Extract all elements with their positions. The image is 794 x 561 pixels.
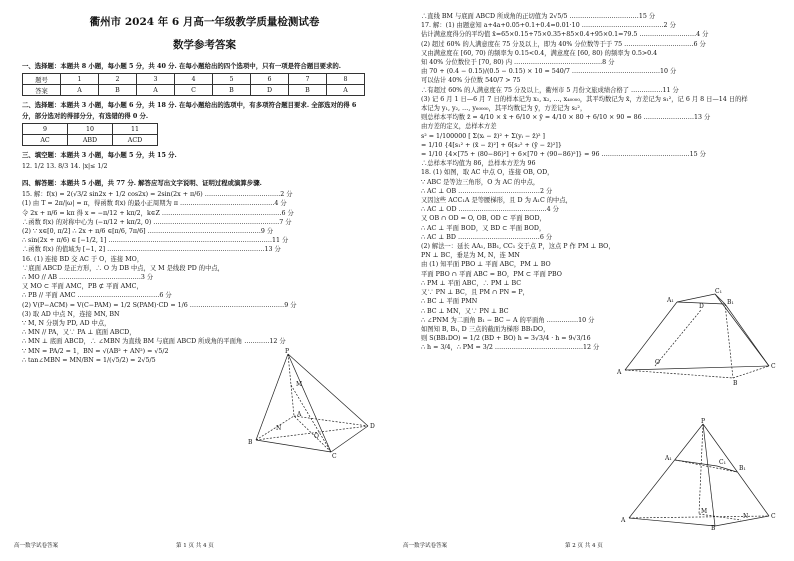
solution-line: ∴ BC ⊥ 平面 PMN: [421, 298, 478, 306]
table-answer-row: [23, 85, 365, 96]
tetrahedron-figure: [619, 418, 779, 530]
table-cell: 7: [289, 74, 327, 85]
label-n: N: [743, 513, 749, 520]
solution-line: 又由满意度在 [60, 70) 的频率为 0.15<0.4，满意度在 [60, 80) 的频率为 0.5>0.4: [421, 49, 658, 57]
table-cell: 3: [137, 74, 175, 85]
label-b1: B₁: [739, 465, 746, 472]
label-m: M: [701, 508, 708, 515]
exam-subtitle: 数学参考答案: [173, 39, 236, 51]
solution-line: (3) 取 AD 中点 N，连接 MN, BN: [22, 310, 120, 318]
solution-line: 又 MO ⊂ 平面 AMC，PB ⊄ 平面 AMC，: [22, 283, 143, 291]
table-cell: B: [289, 85, 327, 96]
solution-line: s² = 1/100000 [ Σ(xᵢ − z̄)² + Σ(yᵢ − z̄)² ]: [421, 132, 546, 140]
table-cell: A: [61, 85, 99, 96]
solution-line: ∵底面 ABCD 是正方形，∴ O 为 DB 中点，又 M 是线段 PD 的中点，: [22, 264, 224, 272]
solution-line: (2) ∵ x∈[0, π/2] ∴ 2x + π/6 ∈[π/6, 7π/6] ………………………………………………9 分: [22, 228, 274, 236]
label-a: A: [621, 517, 626, 524]
label-b: B: [733, 380, 738, 386]
table-cell: ABD: [68, 135, 113, 146]
solution-line: ∴函数 f(x) 的值域为 [−1, 2] …………………………………………………………………13 分: [22, 246, 281, 254]
solution-line: 18. (1) 如图，取 AC 中点 O，连接 OB, OD，: [421, 169, 554, 177]
solution-line: ∵ M, N 分别为 PD, AD 中点，: [22, 320, 111, 328]
table-cell: ACD: [113, 135, 158, 146]
table-cell: 11: [113, 124, 158, 135]
solution-line: ∴ PM ⊥ 平面 ABC，∴ PM ⊥ BC: [421, 279, 522, 287]
table-cell: A: [327, 85, 365, 96]
label-a1: A₁: [665, 455, 672, 462]
solution-line: (2) V(P−ACM) = V(C−PAM) = 1/2 S(PAM)·CD = 1/6 ………………………………………9 分: [22, 301, 297, 309]
solution-line: 估计满意度得分的平均值 x̄=65×0.15+75×0.35+85×0.4+95×0.1=79.5 ………………………4 分: [421, 31, 709, 39]
table-cell: B: [99, 85, 137, 96]
solution-line: (2) 解法一：延长 AA₁, BB₁, CC₁ 交于点 P，这点 P 作 PM ⊥ BO，: [421, 243, 615, 251]
label-o: O: [655, 359, 660, 366]
label-b: B: [711, 525, 716, 530]
label-d: D: [699, 303, 704, 310]
footer-page-2: 第 2 页 共 4 页: [565, 543, 603, 549]
footer-title-1: 高一数学试卷答案: [14, 543, 59, 549]
solution-line: 平面 PBO ∩ 平面 ABC = BO，PM ⊂ 平面 PBO: [421, 270, 562, 278]
table-cell: A: [137, 85, 175, 96]
label-p: P: [285, 348, 290, 355]
label-d: D: [370, 423, 375, 430]
choice-answer-table: [22, 73, 365, 96]
label-c: C: [771, 363, 776, 370]
label-a1: A₁: [667, 297, 674, 304]
table-cell: 答案: [23, 85, 61, 96]
solution-line: 本记为 y₁, y₂, …, y₆₀₀₀₀，其平均数记为 ȳ，方差记为 s₂²，: [421, 105, 587, 113]
label-m: M: [296, 381, 303, 388]
solution-line: ∴ AC ⊥ 平面 BOD，又 BD ⊂ 平面 BOD，: [421, 224, 546, 232]
table-cell: C: [175, 85, 213, 96]
table-cell: 8: [327, 74, 365, 85]
solution-line: ∵ ABC 是等边三角形，O 为 AC 的中点，: [421, 178, 540, 186]
solution-line: ∴ tan∠MBN = MN/BN = 1/(√5/2) = 2√5/5: [22, 356, 156, 364]
section-2-heading: 二、选择题：本题共 3 小题，每小题 6 分，共 18 分. 在每小题给出的选项中，有多项符合题目要求. 全部选对的得 6: [22, 101, 357, 109]
solution-line: ∴ AC ⊥ BD …………………………………6 分: [421, 233, 553, 241]
solution-line: 知 40% 分位数位于 [70, 80) 内 ……………………………………8 分: [421, 59, 615, 67]
label-n: N: [276, 425, 282, 432]
solution-line: (2) 超过 60% 的人满意度在 75 分及以上，即为 40% 分位数等于于 75 ……………………………6 分: [421, 40, 706, 48]
solution-line: 由 (1) 知平面 PBO ⊥ 平面 ABC，PM ⊥ BO: [421, 261, 551, 269]
table-cell: 10: [68, 124, 113, 135]
solution-line: 由 70 + (0.4 − 0.15)/(0.5 − 0.15) × 10 = 540/7 ……………………………………10 分: [421, 68, 677, 76]
solution-line: ∴ PB // 平面 AMC …………………………………6 分: [22, 292, 172, 300]
section-2-heading-cont: 分，部分选对的得部分分，有选错的得 0 分.: [22, 112, 149, 120]
solution-line: PN ⊥ BC，垂足为 M, N，连 MN: [421, 252, 520, 260]
table-cell: 5: [213, 74, 251, 85]
table-cell: 1: [61, 74, 99, 85]
section-4-heading: 四、解答题：本题共 5 小题，共 77 分. 解答应写出文字说明、证明过程或演算步骤.: [22, 179, 262, 188]
solution-line: 16. (1) 连接 BD 交 AC 于 O，连接 MO，: [22, 255, 144, 263]
solution-line: 又因这些 ACC₁A 是等腰梯形，且 D 为 A₁C 的中点，: [421, 197, 572, 205]
multi-choice-answer-table: [22, 123, 158, 146]
label-c1: C₁: [715, 288, 722, 295]
table-header-row: [23, 74, 365, 85]
solution-line: ∴函数 f(x) 的对称中心为 (−π/12 + kπ/2, 0) ……………………………………………………7 分: [22, 218, 292, 226]
solution-line: 令 2x + π/6 = kπ 得 x = −π/12 + kπ/2，k∈Z …………………………………………………6 分: [22, 209, 294, 217]
solution-line: (1) 由 T = 2π/|ω| = π，得函数 f(x) 的最小正周期为 π ………………………………………4 分: [22, 200, 287, 208]
label-a: A: [297, 411, 302, 418]
label-b: B: [248, 439, 253, 446]
left-solution-lines: [22, 190, 387, 365]
table-answer-row: [23, 135, 158, 146]
section-1-heading: 一、选择题：本题共 8 小题，每小题 5 分，共 40 分. 在每小题给出的四个选项中，只有一项是符合题目要求的.: [22, 62, 341, 70]
solution-line: ∴直线 BM 与底面 ABCD 所成角的正切值为 2√5/5 ……………………………15 分: [421, 13, 656, 20]
table-cell: B: [213, 85, 251, 96]
label-c: C: [332, 453, 337, 458]
solution-line: 则总样本平均数 z̄ = 4/10 × x̄ + 6/10 × ȳ = 4/10 × 80 + 6/10 × 90 = 86 ……………………13 分: [421, 114, 711, 122]
pyramid-figure: [236, 348, 386, 458]
solution-line: ∴有超过 60% 的人满意度在 75 分及以上，衢州市 5 月份文旅成绩合格了 ……………11 分: [421, 86, 679, 94]
table-header-row: [23, 124, 158, 135]
table-cell: 6: [251, 74, 289, 85]
solution-line: ∴ MN // PA，又∵ PA ⊥ 底面 ABCD，: [22, 329, 136, 337]
table-cell: 2: [99, 74, 137, 85]
section-3-heading: 三、填空题：本题共 3 小题，每小题 5 分，共 15 分.: [22, 151, 177, 159]
table-cell: 9: [23, 124, 68, 135]
label-c: C: [771, 513, 776, 520]
label-b1: B₁: [727, 299, 734, 306]
frustum-figure: [615, 286, 785, 386]
solution-line: 如图知 B, B₁, D 三点的截面为梯形 BB₁DO，: [421, 325, 550, 333]
solution-line: 可以估计 40% 分位数 540/7 > 75: [421, 77, 521, 85]
table-cell: 4: [175, 74, 213, 85]
exam-title: 衢州市 2024 年 6 月高一年级教学质量检测试卷: [89, 16, 320, 28]
solution-line: ∴ h = 3/4，∴ PM = 3/2 ……………………………………12 分: [421, 344, 600, 352]
fill-answers: 12. 1/2 13. 8/3 14. |x|≤ 1/2: [22, 163, 108, 170]
label-o: O: [314, 433, 319, 440]
solution-line: 由方差的定义，总样本方差: [421, 123, 497, 131]
footer-page-1: 第 1 页 共 4 页: [176, 543, 214, 549]
solution-line: ∴ sin(2x + π/6) ∈ [−1/2, 1] ……………………………………………………………………11 分: [22, 237, 289, 245]
solution-line: ∴ ∠PNM 为二面角 B₁ − BC − A 的平面角 ……………10 分: [421, 316, 595, 324]
solution-line: 17. 解：(1) 由题意知 a+4a+0.05+0.1+0.4=0.01·10 …………………………………2 分: [421, 22, 676, 30]
table-cell: D: [251, 85, 289, 96]
solution-line: 又 OB ∩ OD = O, OB, OD ⊂ 平面 BOD，: [421, 215, 546, 223]
table-cell: 题号: [23, 74, 61, 85]
solution-line: ∴ BC ⊥ MN，又∵ PN ⊥ BC: [421, 307, 509, 315]
solution-line: 则 S(BB₁DO) = 1/2 (BD + BO) h = 3√3/4 · h = 9√3/16: [421, 335, 591, 343]
solution-line: ∴ MN ⊥ 底面 ABCD，∴ ∠MBN 为直线 BM 与底面 ABCD 所成角的平面角 …………12 分: [22, 338, 286, 346]
page-2: [397, 0, 794, 561]
footer-title-2: 高一数学试卷答案: [403, 543, 448, 549]
solution-line: (3) 记 6 月 1 日—6 月 7 日的样本记为 x₁, x₂, …, x₄₀₀₀₀，其平均数记为 x̄，方差记为 s₁²，记 6 月 8 日—14 日的样: [421, 95, 748, 103]
solution-line: ∴总样本平均值为 86，总样本方差为 96: [421, 160, 536, 168]
solution-line: ∴ AC ⊥ OD ……………………………………4 分: [421, 206, 559, 214]
solution-line: = 1/10 {4[s₁² + (x̄ − z̄)²] + 6[s₂² + (ȳ − z̄)²]}: [421, 141, 562, 149]
solution-line: ∵ MN = PA/2 = 1，BN = √(AB² + AN²) = √5/2: [22, 347, 169, 355]
solution-line: = 1/10 {4×[75 + (80−86)²] + 6×[70 + (90−86)²]} = 96 ……………………………………15 分: [421, 151, 706, 159]
solution-line: 15. 解：f(x) = 2(√3/2 sin2x + 1/2 cos2x) = 2sin(2x + π/6) ………………………………2 分: [22, 191, 293, 199]
label-p: P: [701, 418, 706, 425]
label-c1: C₁: [719, 459, 726, 466]
solution-line: ∴ MO // AB …………………………………3 分: [22, 274, 154, 282]
table-cell: AC: [23, 135, 68, 146]
solution-line: 又∵ PN ⊥ BC，且 PM ∩ PN = P，: [421, 289, 529, 297]
solution-line: ∴ AC ⊥ OB …………………………………2 分: [421, 187, 553, 195]
label-a: A: [617, 369, 622, 376]
